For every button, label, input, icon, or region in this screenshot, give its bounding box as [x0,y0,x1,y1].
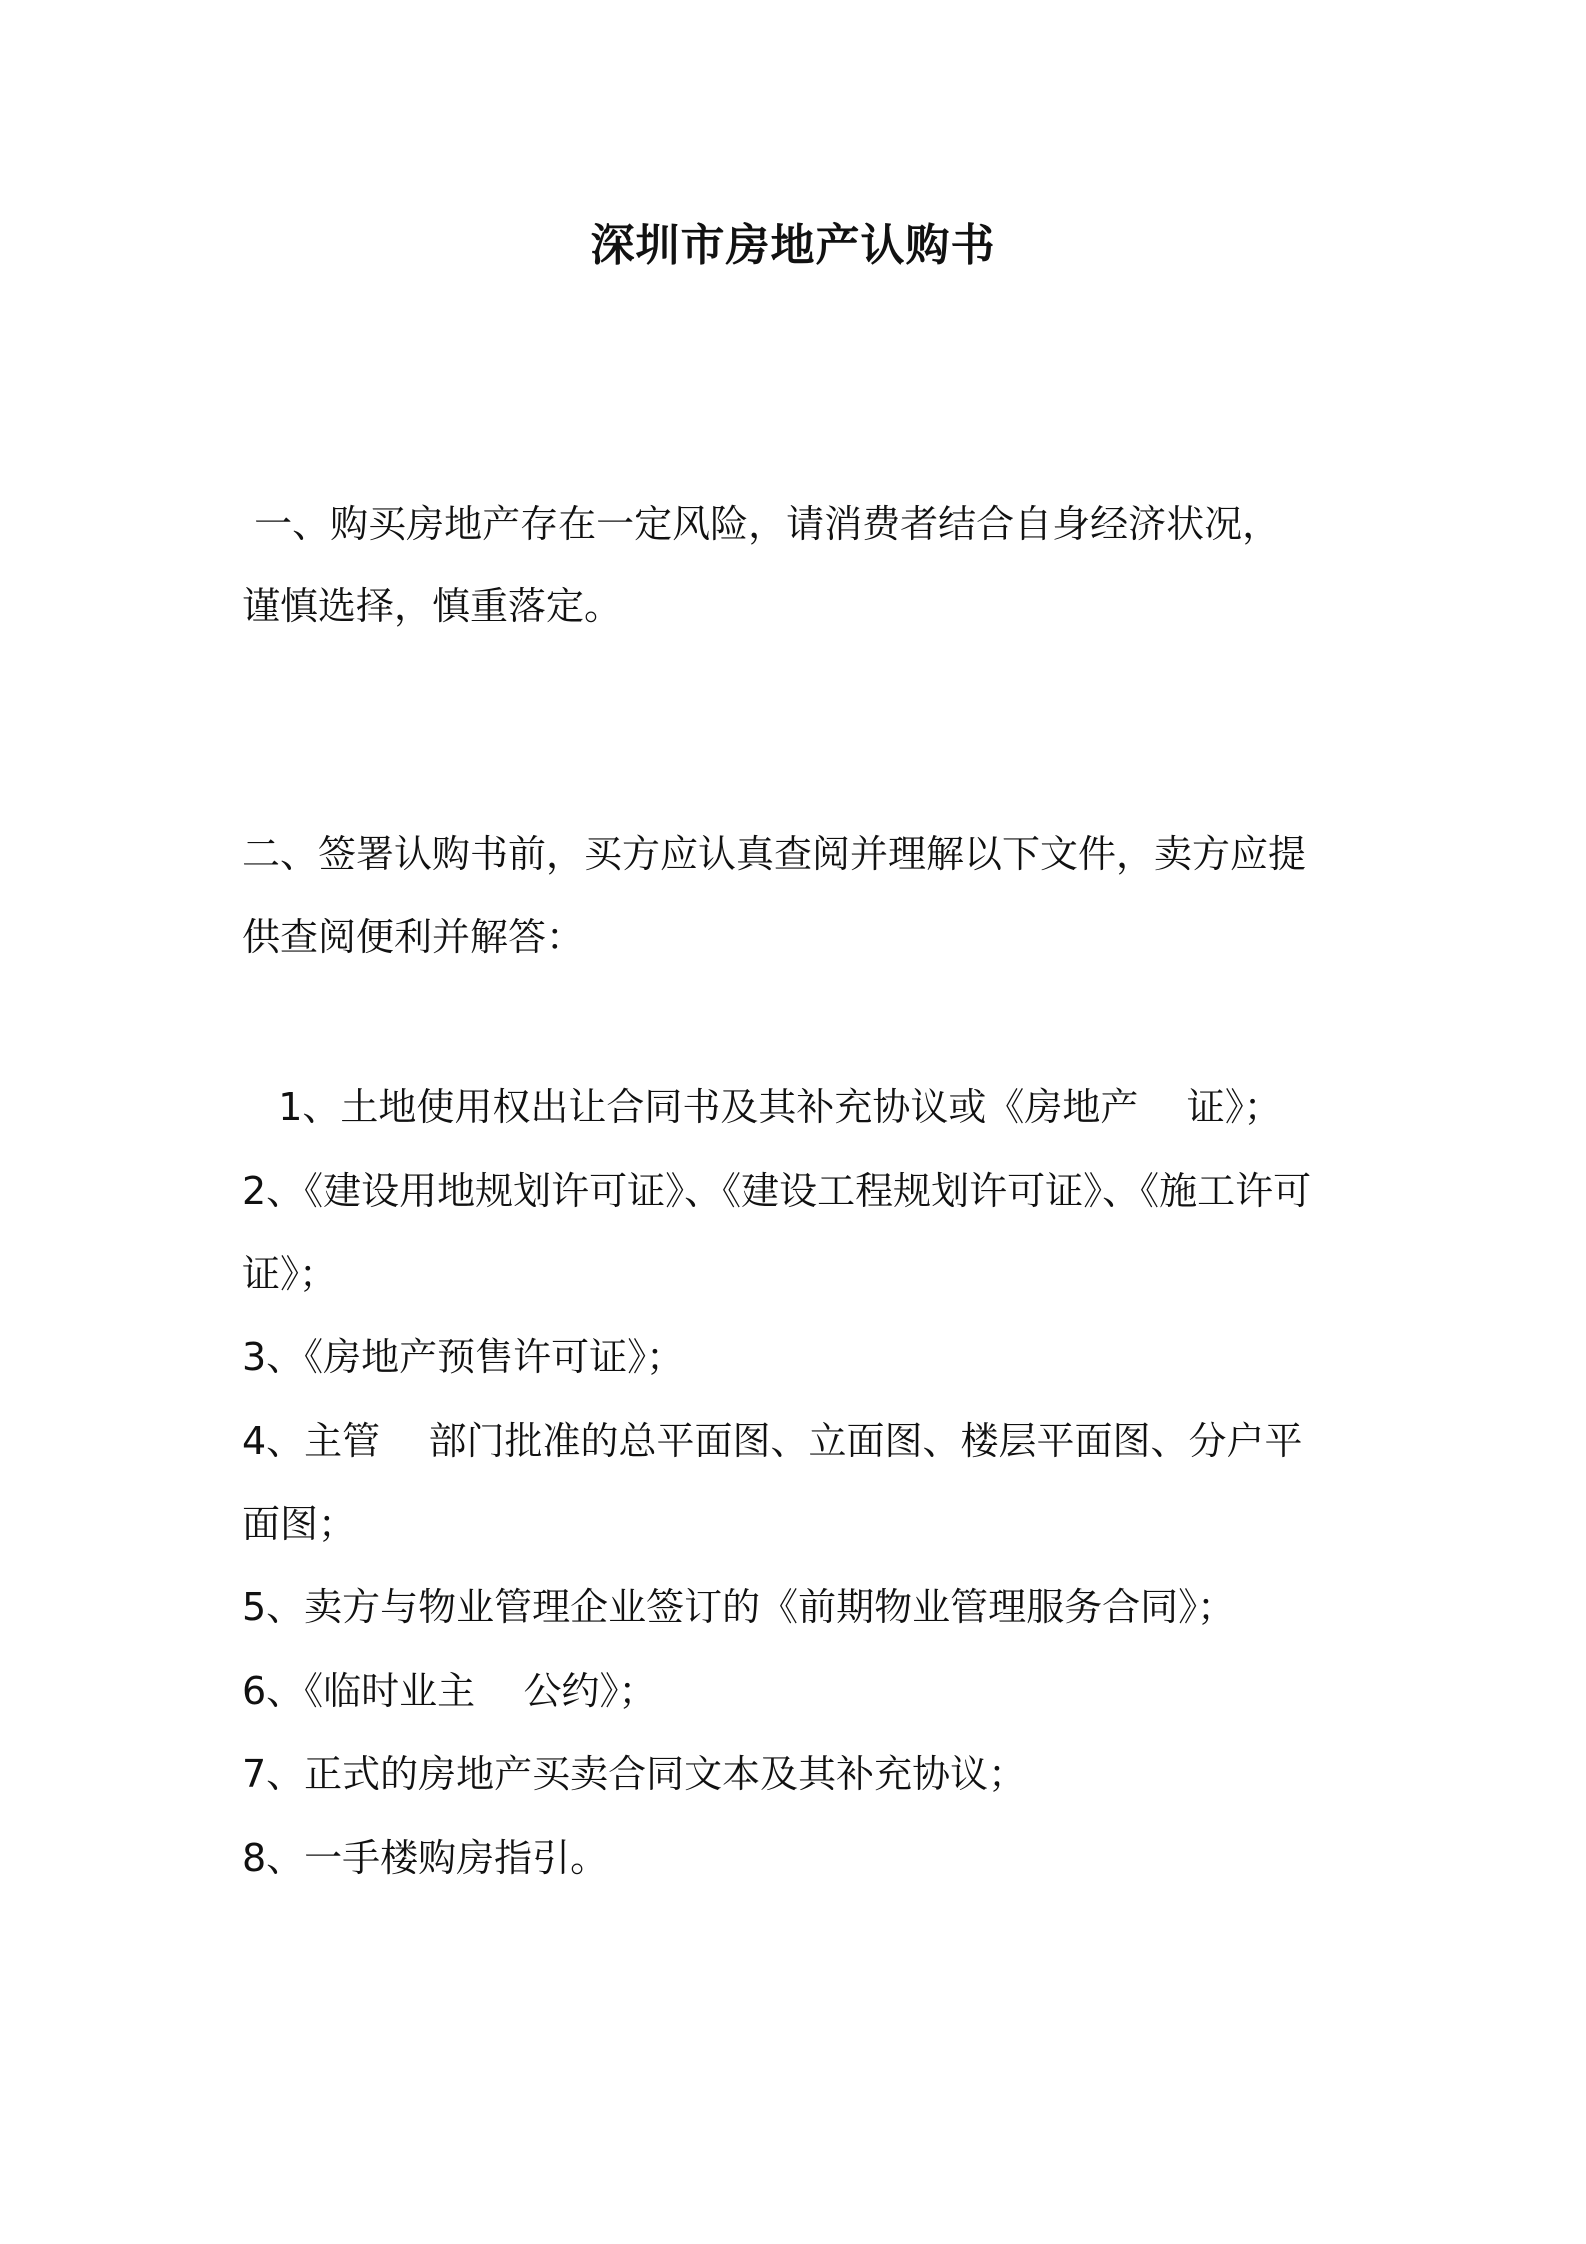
section-2-line-1: 二、签署认购书前，买方应认真查阅并理解以下文件，卖方应提 [242,832,1307,876]
list-item-2-line-1: 2、《建设用地规划许可证》、《建设工程规划许可证》、《施工许可 [242,1169,1312,1213]
list-item-1: 1、土地使用权出让合同书及其补充协议或《房地产 证》； [242,1085,1282,1129]
list-item-4-line-1: 4、主管 部门批准的总平面图、立面图、楼层平面图、分户平 [242,1419,1303,1463]
list-item-3: 3、《房地产预售许可证》； [242,1335,685,1379]
document-title: 深圳市房地产认购书 [590,220,996,271]
list-item-2-line-2: 证》； [242,1252,338,1296]
list-item-4-line-2: 面图； [242,1502,357,1546]
list-item-7: 7、正式的房地产买卖合同文本及其补充协议； [242,1752,1027,1796]
section-1-line-2: 谨慎选择，慎重落定。 [242,584,623,628]
section-2-line-2: 供查阅便利并解答： [242,915,585,959]
list-item-5: 5、卖方与物业管理企业签订的《前期物业管理服务合同》； [242,1585,1236,1629]
list-item-6: 6、《临时业主 公约》； [242,1669,657,1713]
list-item-8: 8、一手楼购房指引。 [242,1836,609,1880]
section-1-line-1: 一、购买房地产存在一定风险，请消费者结合自身经济状况， [242,502,1281,546]
